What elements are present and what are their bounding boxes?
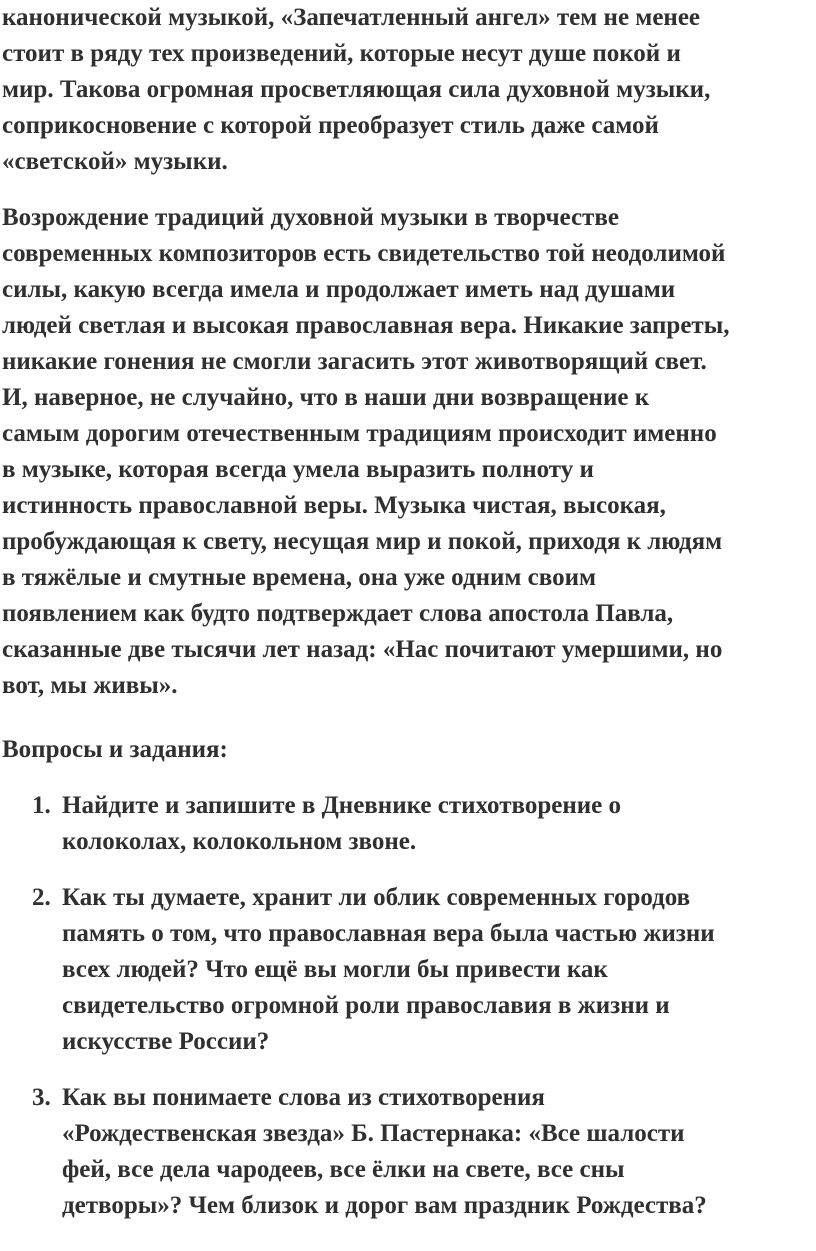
text-line: фей, все дела чародеев, все ёлки на свете, все сны: [62, 1156, 625, 1183]
text-line: детворы»? Чем близок и дорог вам праздник Рождества?: [62, 1192, 707, 1219]
text-line: людей светлая и высокая православная вера. Никакие запреты,: [2, 312, 730, 339]
text-line: И, наверное, не случайно, что в наши дни возвращение к: [2, 384, 650, 411]
text-line: канонической музыкой, «Запечатленный ангел» тем не менее: [2, 4, 701, 31]
question-item: [2, 880, 715, 1060]
text-line: Найдите и запишите в Дневнике стихотворение о: [62, 792, 621, 819]
text-line: колоколах, колокольном звоне.: [62, 828, 417, 855]
text-line: истинность православной веры. Музыка чистая, высокая,: [2, 492, 666, 519]
text-line: в тяжёлые и смутные времена, она уже одним своим: [2, 564, 597, 591]
paragraph-1: [2, 0, 710, 180]
question-number: 1.: [32, 792, 51, 819]
text-line: «светской» музыки.: [2, 148, 228, 175]
text-line: пробуждающая к свету, несущая мир и покой, приходя к людям: [2, 528, 723, 555]
question-number: 2.: [32, 884, 51, 911]
text-line: стоит в ряду тех произведений, которые несут душе покой и: [2, 40, 681, 67]
question-number: 3.: [32, 1084, 51, 1111]
text-line: мир. Такова огромная просветляющая сила духовной музыки,: [2, 76, 711, 103]
question-item: [2, 1080, 715, 1224]
text-line: Как вы понимаете слова из стихотворения: [62, 1084, 545, 1111]
text-line: самым дорогим отечественным традициям происходит именно: [2, 420, 717, 447]
text-line: никакие гонения не смогли загасить этот животворящий свет.: [2, 348, 707, 375]
text-line: вот, мы живы».: [2, 672, 178, 699]
text-line: память о том, что православная вера была частью жизни: [62, 920, 715, 947]
question-item: [2, 788, 715, 860]
text-line: появлением как будто подтверждает слова апостола Павла,: [2, 600, 674, 627]
questions-heading: Вопросы и задания:: [2, 736, 228, 763]
text-line: свидетельство огромной роли православия в жизни и: [62, 992, 670, 1019]
paragraph-2: [2, 200, 729, 704]
text-line: «Рождественская звезда» Б. Пастернака: «Все шалости: [62, 1120, 685, 1147]
text-line: соприкосновение с которой преобразует стиль даже самой: [2, 112, 659, 139]
text-line: в музыке, которая всегда умела выразить полноту и: [2, 456, 594, 483]
questions-list: [2, 788, 715, 1224]
text-line: искусстве России?: [62, 1028, 270, 1055]
text-line: современных композиторов есть свидетельство той неодолимой: [2, 240, 726, 267]
text-line: всех людей? Что ещё вы могли бы привести как: [62, 956, 608, 983]
text-line: Возрождение традиций духовной музыки в творчестве: [2, 204, 619, 231]
text-line: Как ты думаете, хранит ли облик современных городов: [62, 884, 691, 911]
text-line: сказанные две тысячи лет назад: «Нас почитают умершими, но: [2, 636, 723, 663]
text-line: силы, какую всегда имела и продолжает иметь над душами: [2, 276, 676, 303]
